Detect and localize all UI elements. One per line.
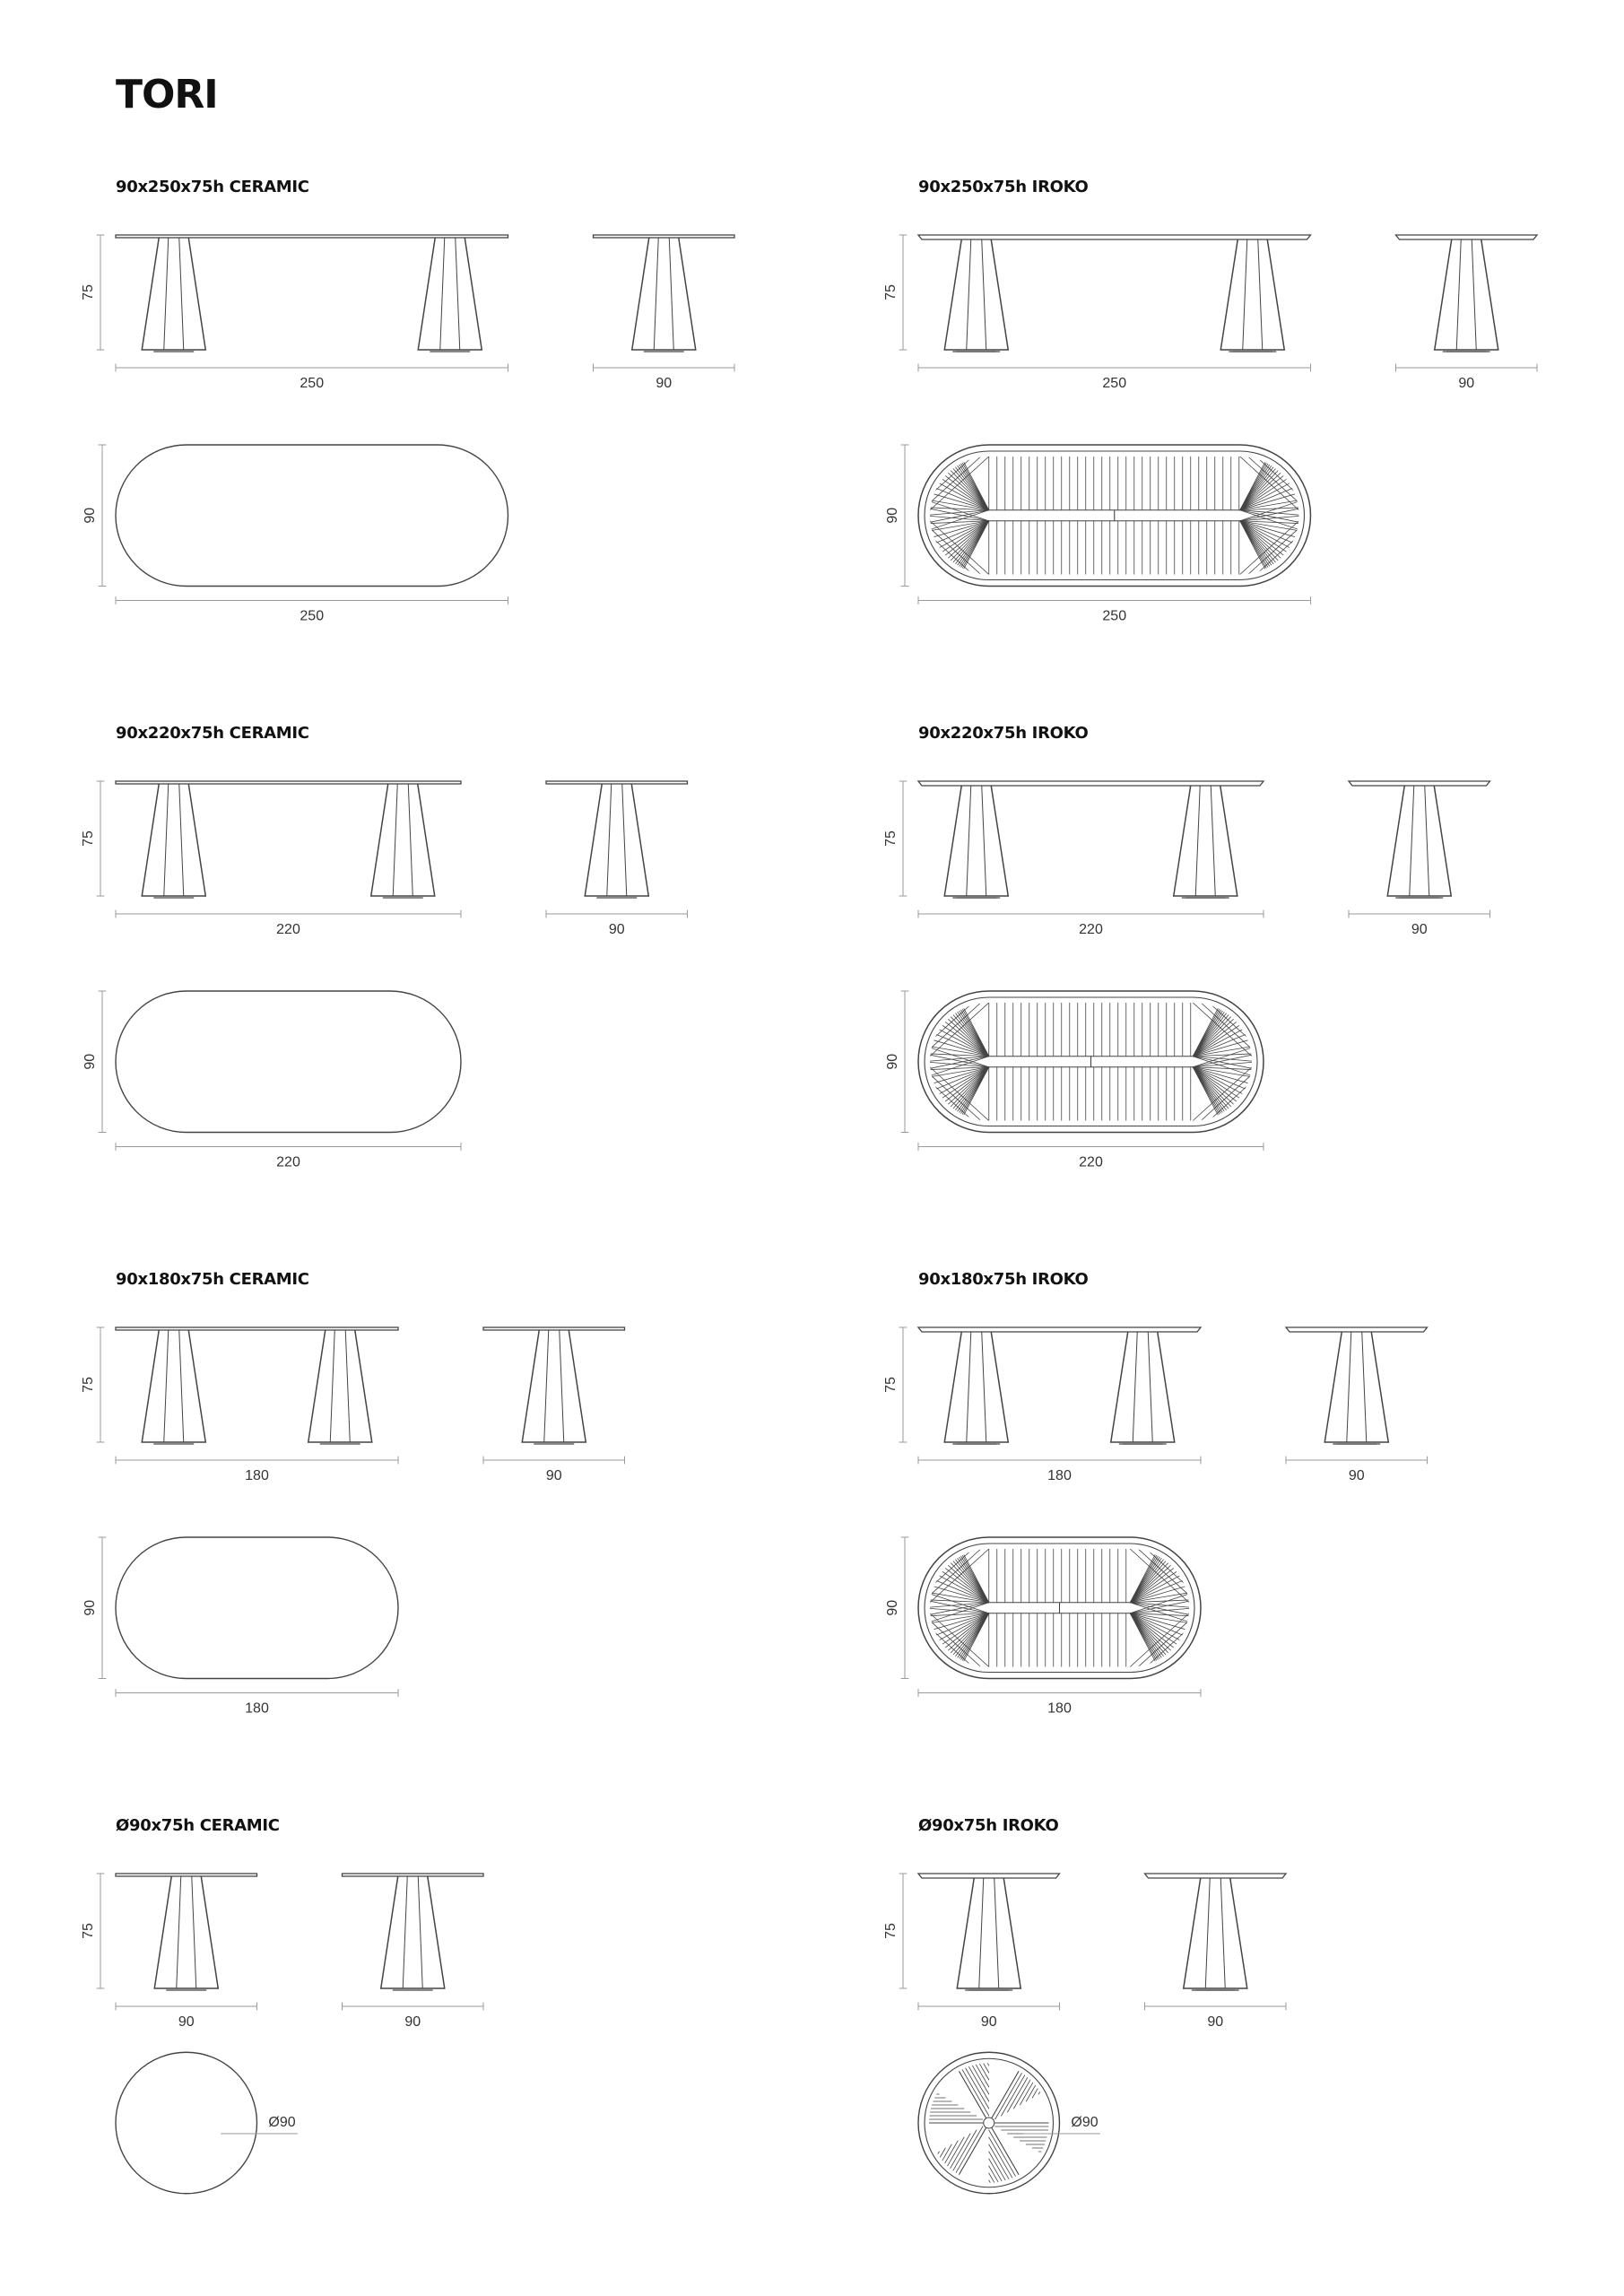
dimension-length-label: 90 <box>980 2014 997 2030</box>
dimension-height-label: 75 <box>81 831 96 847</box>
table-base <box>522 1330 586 1442</box>
section-s90c <box>81 1874 483 2194</box>
dimension-height-label: 75 <box>81 1923 96 1939</box>
dimension-plan-length-label: 220 <box>1079 1154 1103 1170</box>
dimension-height-label: 75 <box>81 1377 96 1393</box>
dimension-length-label: 180 <box>1047 1468 1072 1483</box>
table-base <box>1111 1332 1175 1442</box>
dimension-length-label: 90 <box>656 376 673 391</box>
dimension-length-label: 90 <box>404 2014 421 2030</box>
dimension-plan-width-label: 90 <box>83 507 98 524</box>
table-base <box>1174 786 1238 896</box>
dimension-length-label: 90 <box>178 2014 195 2030</box>
section-s180i <box>857 1327 1428 1737</box>
section-title-90x180-iroko: 90x180x75h IROKO <box>918 1270 1089 1289</box>
dimension-plan-width-label: 90 <box>83 1599 98 1616</box>
dimension-height-label: 75 <box>883 831 899 847</box>
section-s90i <box>863 1874 1286 2248</box>
dimension-length-label: 90 <box>1348 1468 1365 1483</box>
table-top <box>116 1327 398 1330</box>
dimension-diameter-label: Ø90 <box>268 2115 296 2130</box>
table-base <box>944 239 1008 350</box>
table-top <box>116 235 508 238</box>
center-hub <box>984 2118 994 2128</box>
table-base <box>585 784 648 896</box>
section-s180c <box>81 1327 625 1717</box>
section-title-90x250-iroko: 90x250x75h IROKO <box>918 178 1089 196</box>
table-base <box>1220 239 1284 350</box>
page-title: TORI <box>116 72 218 117</box>
plan-outline <box>116 2052 257 2194</box>
dimension-length-label: 90 <box>1458 376 1475 391</box>
table-top <box>1286 1327 1428 1332</box>
dimension-length-label: 90 <box>1411 922 1428 937</box>
section-title-90x250-ceramic: 90x250x75h CERAMIC <box>116 178 309 196</box>
dimension-plan-width-label: 90 <box>83 1053 98 1070</box>
table-top <box>1396 235 1538 239</box>
dimension-plan-length-label: 180 <box>245 1700 269 1717</box>
table-base <box>381 1876 445 1988</box>
dimension-plan-width-label: 90 <box>885 507 900 524</box>
table-top <box>594 235 735 238</box>
section-s220c <box>81 781 688 1170</box>
table-base <box>308 1330 372 1442</box>
section-title-90x220-iroko: 90x220x75h IROKO <box>918 724 1089 743</box>
table-top <box>1145 1874 1287 1878</box>
dimension-plan-length-label: 220 <box>276 1154 300 1170</box>
table-top <box>918 1874 1060 1878</box>
table-top <box>918 235 1311 239</box>
table-base <box>1435 239 1498 350</box>
dimension-length-label: 250 <box>1102 376 1127 391</box>
table-base <box>1184 1878 1247 1988</box>
table-base <box>142 784 205 896</box>
dimension-length-label: 90 <box>608 922 625 937</box>
section-title-90x180-ceramic: 90x180x75h CERAMIC <box>116 1270 309 1289</box>
table-top <box>546 781 688 784</box>
dimension-plan-length-label: 250 <box>300 608 325 624</box>
plank-pattern <box>857 933 1324 1191</box>
table-top <box>343 1874 484 1876</box>
table-base <box>957 1878 1020 1988</box>
section-title-90x220-ceramic: 90x220x75h CERAMIC <box>116 724 309 743</box>
dimension-length-label: 220 <box>276 922 300 937</box>
dimension-length-label: 220 <box>1079 922 1103 937</box>
section-title-diam90-iroko: Ø90x75h IROKO <box>918 1816 1059 1835</box>
section-s250i <box>857 235 1537 645</box>
dimension-plan-length-label: 180 <box>1047 1700 1072 1717</box>
section-title-diam90-ceramic: Ø90x75h CERAMIC <box>116 1816 280 1835</box>
dimension-length-label: 90 <box>1207 2014 1224 2030</box>
table-top <box>1349 781 1490 786</box>
table-base <box>632 238 696 350</box>
plank-pattern <box>857 387 1372 645</box>
table-base <box>1387 786 1451 896</box>
table-base <box>371 784 435 896</box>
table-top <box>918 781 1264 786</box>
table-top <box>918 1327 1201 1332</box>
plan-outline <box>116 991 461 1133</box>
dimension-height-label: 75 <box>81 284 96 300</box>
table-base <box>142 1330 205 1442</box>
table-top <box>483 1327 625 1330</box>
table-base <box>418 238 482 350</box>
plan-outline <box>116 1537 398 1679</box>
dimension-length-label: 250 <box>300 376 325 391</box>
table-base <box>142 238 205 350</box>
section-s250c <box>81 235 734 624</box>
dimension-height-label: 75 <box>883 1377 899 1393</box>
section-s220i <box>857 781 1490 1191</box>
table-top <box>116 781 461 784</box>
table-top <box>116 1874 257 1876</box>
plan-outline <box>116 445 508 587</box>
table-base <box>154 1876 218 1988</box>
table-base <box>1324 1332 1388 1442</box>
dimension-plan-length-label: 250 <box>1102 608 1127 624</box>
dimension-height-label: 75 <box>883 284 899 300</box>
dimension-height-label: 75 <box>883 1923 899 1939</box>
dimension-plan-width-label: 90 <box>885 1053 900 1070</box>
table-base <box>944 786 1008 896</box>
dimension-length-label: 180 <box>245 1468 269 1483</box>
dimension-plan-width-label: 90 <box>885 1599 900 1616</box>
dimension-length-label: 90 <box>545 1468 562 1483</box>
dimension-diameter-label: Ø90 <box>1071 2115 1099 2130</box>
table-base <box>944 1332 1008 1442</box>
